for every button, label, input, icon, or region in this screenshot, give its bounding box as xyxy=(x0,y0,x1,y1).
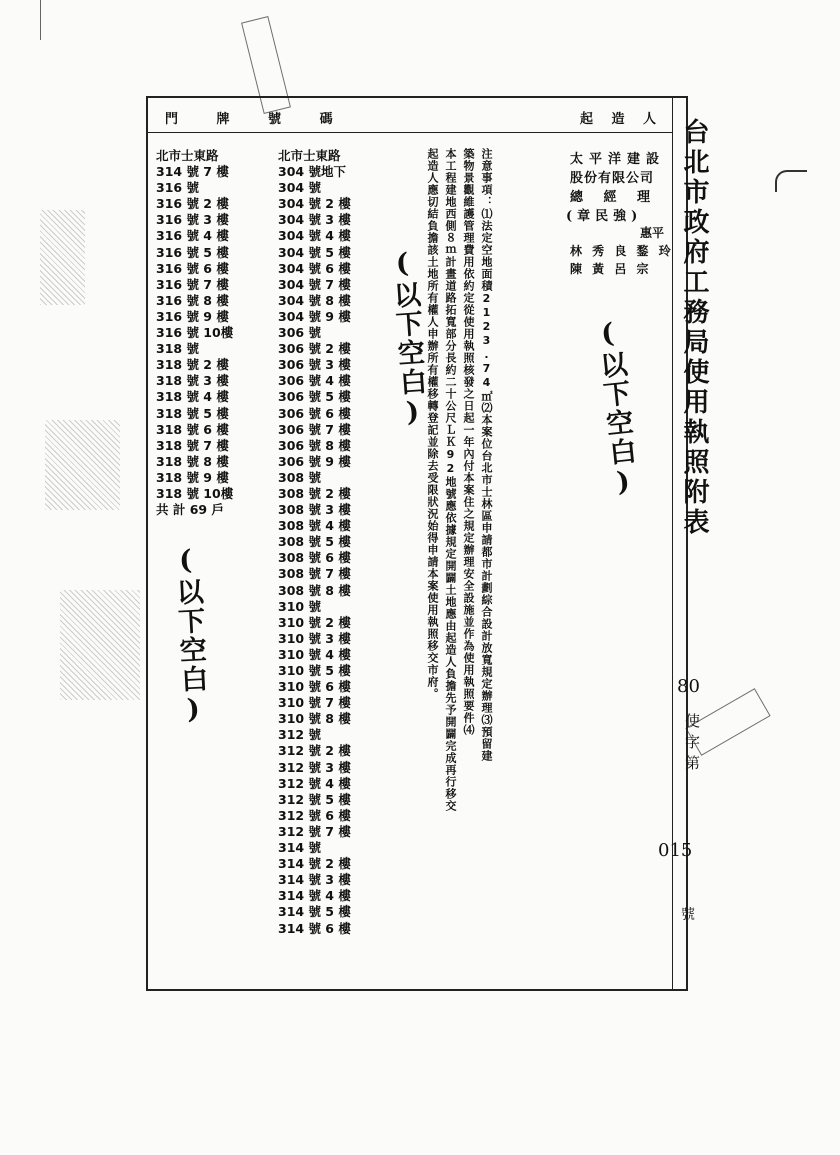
address-col2-entry: 北市士東路 xyxy=(278,148,341,163)
address-col2-entry: 304 號 9 樓 xyxy=(278,308,351,324)
address-col2-entry: 314 號 xyxy=(278,840,321,856)
scan-stamp-ghost-left-3 xyxy=(60,590,140,700)
address-col1-entry: 318 號 3 樓 xyxy=(156,373,229,389)
address-col2-entry: 312 號 2 樓 xyxy=(278,743,351,759)
blank-mark-addresses: (以下空白) xyxy=(169,544,210,728)
address-col2-entry: 312 號 xyxy=(278,727,321,743)
address-col1-entry: 318 號 5 樓 xyxy=(156,405,229,421)
address-col2-entry: 308 號 6 樓 xyxy=(278,550,351,566)
address-col2-entry: 304 號 4 樓 xyxy=(278,228,351,244)
address-col2-entry: 304 號 6 樓 xyxy=(278,260,351,276)
applicant-person4: 陳 黃 呂 宗 xyxy=(570,262,652,276)
address-col2-entry: 314 號 2 樓 xyxy=(278,856,351,872)
address-col1-entry: 316 號 10樓 xyxy=(156,325,234,341)
address-col2-entry: 306 號 8 樓 xyxy=(278,437,351,453)
address-list-column-1 xyxy=(156,148,233,518)
address-col1-entry: 316 號 3 樓 xyxy=(156,212,229,228)
applicant-column-header: 起 造 人 xyxy=(580,112,659,127)
address-col2-entry: 308 號 xyxy=(278,469,321,485)
address-col2-entry: 312 號 6 樓 xyxy=(278,807,351,823)
address-col2-entry: 304 號 3 樓 xyxy=(278,212,351,228)
license-suffix: 號 xyxy=(681,907,695,923)
address-col1-entry: 316 號 7 樓 xyxy=(156,276,229,292)
address-col1-entry: 318 號 2 樓 xyxy=(156,357,229,373)
scan-stamp-ghost-left-1 xyxy=(40,210,85,305)
address-col2-entry: 308 號 4 樓 xyxy=(278,518,351,534)
address-col1-entry: 316 號 2 樓 xyxy=(156,196,229,212)
address-col2-entry: 304 號 xyxy=(278,180,321,196)
address-col2-entry: 304 號 8 樓 xyxy=(278,292,351,308)
notes-line-1: 注意事項：⑴法定空地面積2123.74㎡⑵本案位台北市士林區申請都市計劃綜合設計放寬規定辦理⑶預留建 xyxy=(480,148,493,762)
license-word: 使字第 xyxy=(683,713,701,776)
address-col1-entry: 318 號 xyxy=(156,341,199,357)
address-col2-entry: 306 號 4 樓 xyxy=(278,373,351,389)
address-col2-entry: 312 號 5 樓 xyxy=(278,791,351,807)
notes-line-2: 築物景觀維護管理費用依約定從使用執照核發之日起一年內付本案住之規定辦理安全設施並作為使用執照要件⑷ xyxy=(462,148,475,736)
address-col2-entry: 314 號 3 樓 xyxy=(278,872,351,888)
address-col2-entry: 308 號 3 樓 xyxy=(278,502,351,518)
address-col1-entry: 316 號 9 樓 xyxy=(156,308,229,324)
applicant-company-line1: 太平洋建設 xyxy=(570,152,666,167)
address-col2-entry: 312 號 3 樓 xyxy=(278,759,351,775)
address-col1-entry: 318 號 8 樓 xyxy=(156,453,229,469)
address-col2-entry: 310 號 8 樓 xyxy=(278,711,351,727)
address-col2-entry: 310 號 xyxy=(278,598,321,614)
address-col2-entry: 310 號 7 樓 xyxy=(278,695,351,711)
address-col2-entry: 306 號 xyxy=(278,325,321,341)
address-col2-entry: 310 號 6 樓 xyxy=(278,679,351,695)
applicant-person2: 惠平 xyxy=(640,226,665,240)
address-col2-entry: 306 號 5 樓 xyxy=(278,389,351,405)
address-col1-entry: 318 號 9 樓 xyxy=(156,469,229,485)
scan-fold-line-top xyxy=(40,0,41,40)
address-col2-entry: 310 號 5 樓 xyxy=(278,663,351,678)
address-list-column-2 xyxy=(278,148,351,937)
applicant-person1: (章民強) xyxy=(566,209,643,224)
address-col2-entry: 314 號 5 樓 xyxy=(278,904,351,920)
address-col2-entry: 308 號 2 樓 xyxy=(278,485,351,501)
address-col2-entry: 304 號 2 樓 xyxy=(278,196,351,212)
blank-mark-applicant: (以下空白) xyxy=(590,316,641,502)
page-title: 台北市政府工務局使用執照附表 xyxy=(679,118,709,538)
address-col1-entry: 316 號 5 樓 xyxy=(156,244,229,260)
address-col1-entry: 318 號 4 樓 xyxy=(156,389,229,405)
license-number: 015 xyxy=(658,840,693,861)
notes-line-3: 本工程建地西側８ｍ計畫道路拓寬部分長約二十公尺ＬＫ92地號應依據規定開闢土地應由起造人負擔先予開闢完成再行移交 xyxy=(444,148,457,812)
license-year: 80 xyxy=(677,676,700,697)
applicant-person3: 林 秀 良 鍪 玲 xyxy=(570,244,674,258)
address-col2-entry: 310 號 3 樓 xyxy=(278,630,351,646)
address-col2-entry: 310 號 2 樓 xyxy=(278,614,351,630)
address-col2-entry: 304 號 7 樓 xyxy=(278,276,351,292)
address-col1-entry: 316 號 6 樓 xyxy=(156,260,229,276)
notes-line-4: 起造人應切結負擔該土地所有權人申辦所有權移轉登記並除去受限狀況始得申請本案使用執照移交市府。 xyxy=(426,148,439,700)
address-col1-entry: 318 號 7 樓 xyxy=(156,437,229,453)
applicant-position: 總 經 理 xyxy=(570,190,659,205)
header-divider xyxy=(146,132,672,133)
blank-mark-notes: (以下空白) xyxy=(385,247,430,431)
address-col1-entry: 316 號 8 樓 xyxy=(156,292,229,308)
applicant-company-line2: 股份有限公司 xyxy=(570,171,655,186)
address-col2-entry: 314 號 4 樓 xyxy=(278,888,351,904)
address-col2-entry: 304 號 5 樓 xyxy=(278,244,351,260)
address-col1-entry: 316 號 xyxy=(156,180,199,196)
address-col2-entry: 306 號 6 樓 xyxy=(278,405,351,421)
address-col1-entry: 318 號 10樓 xyxy=(156,485,234,501)
address-col1-entry: 北市士東路 xyxy=(156,148,219,163)
address-col2-entry: 308 號 7 樓 xyxy=(278,566,351,582)
address-col2-entry: 308 號 8 樓 xyxy=(278,582,351,598)
address-col2-entry: 304 號地下 xyxy=(278,164,346,180)
address-col2-entry: 306 號 9 樓 xyxy=(278,453,351,469)
address-col1-entry: 316 號 4 樓 xyxy=(156,228,229,244)
address-col2-entry: 312 號 4 樓 xyxy=(278,775,351,791)
address-col2-entry: 308 號 5 樓 xyxy=(278,534,351,550)
address-col2-entry: 306 號 7 樓 xyxy=(278,421,351,437)
address-col2-entry: 306 號 3 樓 xyxy=(278,357,351,373)
pen-mark-right xyxy=(775,170,807,192)
address-col2-entry: 312 號 7 樓 xyxy=(278,823,351,839)
address-column-header: 門 牌 號 碼 xyxy=(165,112,335,127)
scan-stamp-ghost-left-2 xyxy=(45,420,120,510)
address-col2-entry: 310 號 4 樓 xyxy=(278,646,351,662)
address-col2-entry: 314 號 6 樓 xyxy=(278,920,351,936)
address-col2-entry: 306 號 2 樓 xyxy=(278,341,351,357)
address-col1-entry: 共 計 69 戶 xyxy=(156,502,224,518)
address-col1-entry: 314 號 7 樓 xyxy=(156,164,229,180)
address-col1-entry: 318 號 6 樓 xyxy=(156,421,229,437)
